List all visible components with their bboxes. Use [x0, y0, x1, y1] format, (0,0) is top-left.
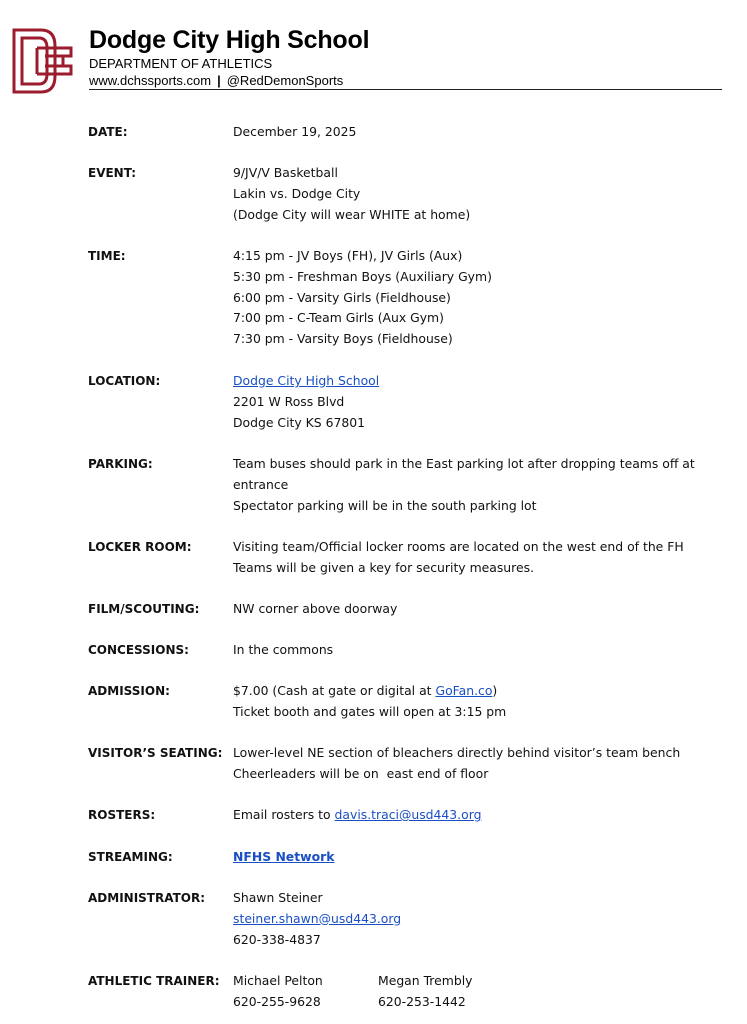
event-line: (Dodge City will wear WHITE at home)	[233, 206, 471, 222]
letterhead	[0, 0, 747, 100]
address-line: 2201 W Ross Blvd	[233, 393, 345, 409]
row-event	[88, 163, 728, 225]
row-administrator	[88, 888, 728, 950]
label-parking: PARKING:	[88, 457, 153, 471]
label-film: FILM/SCOUTING:	[88, 602, 200, 616]
value-film: NW corner above doorway	[233, 601, 398, 616]
location-link[interactable]: Dodge City High School	[233, 373, 380, 388]
contact-line	[89, 73, 343, 88]
label-administrator: ADMINISTRATOR:	[88, 891, 206, 905]
row-rosters	[88, 805, 728, 826]
label-trainer: ATHLETIC TRAINER:	[88, 974, 220, 988]
label-seating: VISITOR’S SEATING:	[88, 746, 223, 760]
locker-line: Teams will be given a key for security measures.	[233, 559, 535, 575]
row-concessions	[88, 640, 728, 661]
dc-logo-icon	[11, 26, 75, 96]
row-date	[88, 122, 728, 143]
event-line: Lakin vs. Dodge City	[233, 185, 361, 201]
seating-line: Cheerleaders will be on east end of floor	[233, 765, 489, 781]
row-location	[88, 371, 728, 433]
row-time	[88, 246, 728, 350]
row-admission	[88, 681, 728, 723]
school-name: Dodge City High School	[89, 26, 370, 54]
time-line: 7:00 pm - C-Team Girls (Aux Gym)	[233, 310, 444, 326]
label-rosters: ROSTERS:	[88, 808, 156, 822]
social-handle: @RedDemonSports	[226, 73, 344, 88]
row-streaming	[88, 847, 728, 868]
label-admission: ADMISSION:	[88, 684, 170, 698]
row-trainer	[88, 971, 728, 1013]
row-locker-room	[88, 537, 728, 579]
locker-line: Visiting team/Official locker rooms are located on the west end of the FH	[233, 539, 684, 554]
value-date: December 19, 2025	[233, 124, 357, 139]
seating-line: Lower-level NE section of bleachers directly behind visitor’s team bench	[233, 745, 681, 760]
admin-phone: 620-338-4837	[233, 931, 321, 947]
label-streaming: STREAMING:	[88, 850, 173, 864]
label-locker-room: LOCKER ROOM:	[88, 540, 192, 554]
label-concessions: CONCESSIONS:	[88, 643, 189, 657]
admission-line: Ticket booth and gates will open at 3:15 pm	[233, 703, 507, 719]
row-seating	[88, 743, 728, 785]
trainer-name: Megan Trembly	[378, 973, 473, 988]
admin-name: Shawn Steiner	[233, 890, 323, 905]
parking-line: Spectator parking will be in the south parking lot	[233, 497, 537, 513]
time-line: 5:30 pm - Freshman Boys (Auxiliary Gym)	[233, 268, 492, 284]
admission-text: $7.00 (Cash at gate or digital at	[233, 683, 436, 698]
trainer-phone: 620-255-9628	[233, 993, 321, 1009]
rosters-text: Email rosters to	[233, 807, 335, 822]
time-line: 7:30 pm - Varsity Boys (Fieldhouse)	[233, 331, 453, 347]
rosters-email-link[interactable]: davis.traci@usd443.org	[334, 807, 482, 822]
admission-suffix: )	[492, 683, 498, 698]
gofan-link[interactable]: GoFan.co	[435, 683, 493, 698]
parking-line: Team buses should park in the East parking lot after dropping teams off at entrance	[233, 456, 695, 492]
header-rule	[89, 89, 722, 90]
row-film	[88, 599, 728, 620]
row-parking	[88, 454, 728, 516]
label-date: DATE:	[88, 125, 128, 139]
admin-email-link[interactable]: steiner.shawn@usd443.org	[233, 910, 402, 926]
trainer-phone: 620-253-1442	[378, 993, 466, 1009]
trainer-name: Michael Pelton	[233, 973, 323, 988]
website-text: www.dchssports.com	[89, 73, 212, 88]
time-line: 4:15 pm - JV Boys (FH), JV Girls (Aux)	[233, 248, 463, 263]
time-line: 6:00 pm - Varsity Girls (Fieldhouse)	[233, 289, 451, 305]
nfhs-link[interactable]: NFHS Network	[233, 849, 335, 864]
value-concessions: In the commons	[233, 642, 334, 657]
department-name: DEPARTMENT OF ATHLETICS	[89, 56, 273, 71]
address-line: Dodge City KS 67801	[233, 414, 365, 430]
label-event: EVENT:	[88, 166, 137, 180]
label-time: TIME:	[88, 249, 126, 263]
event-line: 9/JV/V Basketball	[233, 165, 338, 180]
label-location: LOCATION:	[88, 374, 161, 388]
separator: |	[217, 73, 221, 88]
